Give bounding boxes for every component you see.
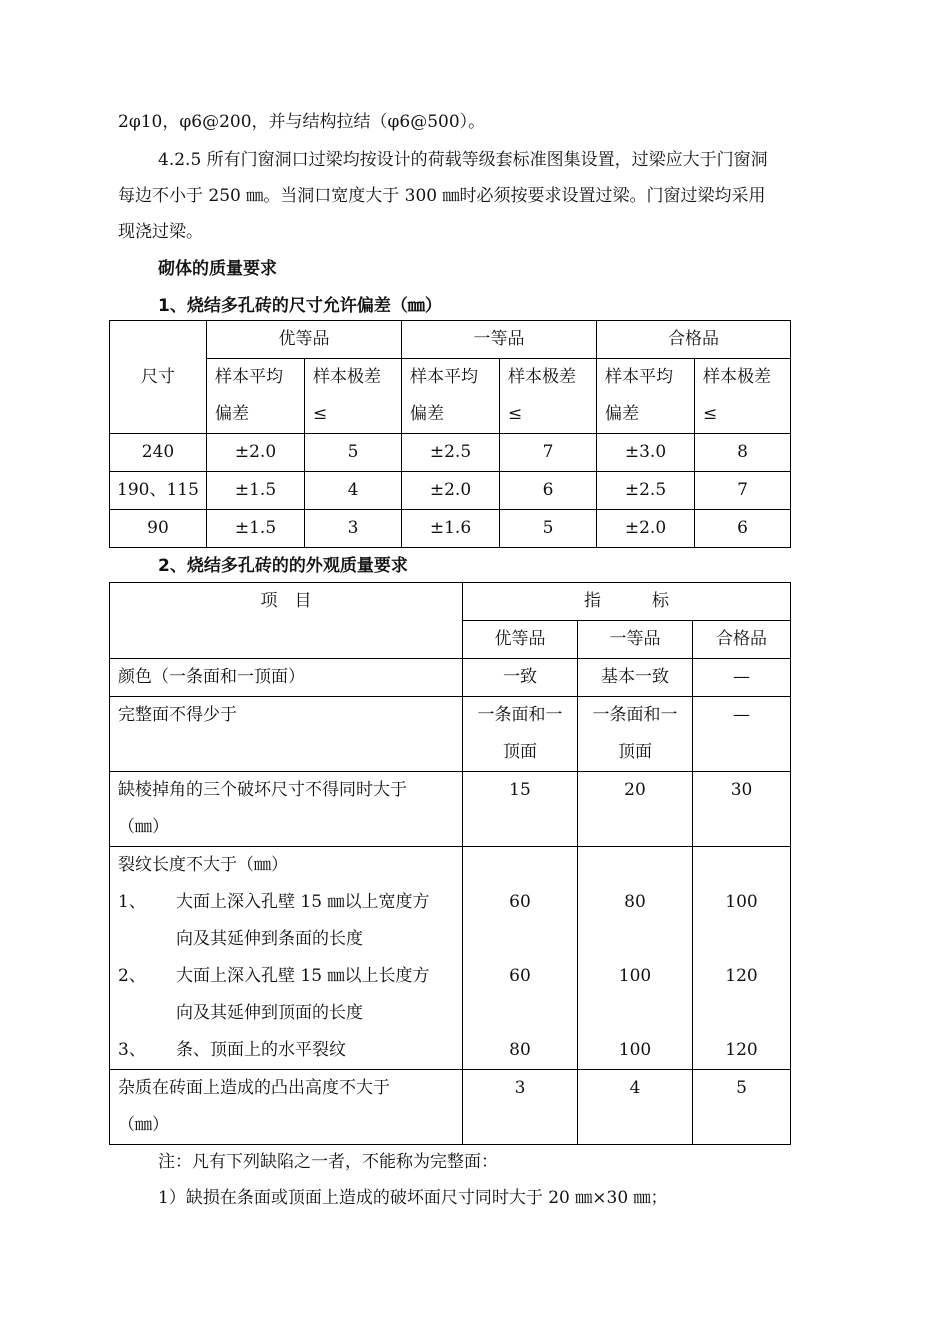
sub-header-range: 样本极差 ≤	[500, 359, 597, 434]
sub-header-avg: 样本平均 偏差	[597, 359, 695, 434]
value-cell: —	[693, 659, 791, 697]
appearance-quality-table	[109, 582, 791, 1145]
table-row	[110, 847, 791, 1070]
item-complete-face: 完整面不得少于	[110, 697, 463, 772]
value-cell: 5	[305, 434, 402, 472]
value-cell: 一条面和一 顶面	[463, 697, 578, 772]
paragraph-4-2-5-line1: 4.2.5 所有门窗洞口过梁均按设计的荷载等级套标准图集设置，过梁应大于门窗洞	[158, 150, 768, 170]
value-cell: 基本一致	[578, 659, 693, 697]
item-color: 颜色（一条面和一顶面）	[110, 659, 463, 697]
note-item-1: 1）缺损在条面或顶面上造成的破坏面尺寸同时大于 20 ㎜×30 ㎜；	[158, 1188, 668, 1208]
section-heading-masonry-quality: 砌体的质量要求	[158, 259, 277, 279]
value-cell: 6	[500, 472, 597, 510]
grade-header-first: 一等品	[578, 621, 693, 659]
col-header-size: 尺寸	[110, 321, 207, 434]
sub-header-range: 样本极差 ≤	[695, 359, 791, 434]
value-cell: —	[693, 697, 791, 772]
value-cell: 30	[693, 772, 791, 847]
value-cell: 4	[305, 472, 402, 510]
sub-header-avg: 样本平均 偏差	[207, 359, 305, 434]
item-crack-length: 裂纹长度不大于（㎜） 1、 大面上深入孔壁 15 ㎜以上宽度方 向及其延伸到条面的长度 2、 大面上深入孔壁 15 ㎜以上长度方 向及其延伸到顶面的长度 3、 条、顶面上的水平裂纹	[110, 847, 463, 1070]
value-cell: ±2.0	[597, 510, 695, 548]
table-row	[110, 1070, 791, 1145]
value-cell: 5	[500, 510, 597, 548]
note-heading: 注：凡有下列缺陷之一者，不能称为完整面：	[158, 1152, 498, 1172]
value-cell: ±2.5	[402, 434, 500, 472]
value-cell: 8	[695, 434, 791, 472]
paragraph-4-2-5-line3: 现浇过梁。	[118, 222, 203, 242]
table-row	[110, 697, 791, 772]
size-cell: 90	[110, 510, 207, 548]
sub-header-range: 样本极差 ≤	[305, 359, 402, 434]
table1-title: 1、烧结多孔砖的尺寸允许偏差（㎜）	[158, 296, 442, 316]
table-row	[110, 772, 791, 847]
value-cell: 60 60 80	[463, 847, 578, 1070]
value-cell: ±3.0	[597, 434, 695, 472]
value-cell: 15	[463, 772, 578, 847]
value-cell: 6	[695, 510, 791, 548]
grade-header-qualified: 合格品	[693, 621, 791, 659]
value-cell: ±2.5	[597, 472, 695, 510]
table2-title: 2、烧结多孔砖的的外观质量要求	[158, 556, 408, 576]
value-cell: 80 100 100	[578, 847, 693, 1070]
col-header-item: 项 目	[110, 583, 463, 659]
paragraph-continuation: 2φ10，φ6@200，并与结构拉结（φ6@500）。	[118, 112, 486, 132]
value-cell: 7	[500, 434, 597, 472]
table-row	[110, 434, 791, 472]
value-cell: ±2.0	[402, 472, 500, 510]
value-cell: ±1.6	[402, 510, 500, 548]
value-cell: ±2.0	[207, 434, 305, 472]
grade-header-premium: 优等品	[207, 321, 402, 359]
value-cell: ±1.5	[207, 510, 305, 548]
value-cell: 100 120 120	[693, 847, 791, 1070]
sub-header-avg: 样本平均 偏差	[402, 359, 500, 434]
grade-header-qualified: 合格品	[597, 321, 791, 359]
value-cell: 7	[695, 472, 791, 510]
size-tolerance-table	[109, 320, 791, 548]
value-cell: 一条面和一 顶面	[578, 697, 693, 772]
size-cell: 240	[110, 434, 207, 472]
value-cell: ±1.5	[207, 472, 305, 510]
table-row	[110, 659, 791, 697]
value-cell: 一致	[463, 659, 578, 697]
value-cell: 3	[305, 510, 402, 548]
size-cell: 190、115	[110, 472, 207, 510]
value-cell: 3	[463, 1070, 578, 1145]
value-cell: 20	[578, 772, 693, 847]
item-impurity: 杂质在砖面上造成的凸出高度不大于 （㎜）	[110, 1070, 463, 1145]
grade-header-premium: 优等品	[463, 621, 578, 659]
table-row	[110, 472, 791, 510]
grade-header-first: 一等品	[402, 321, 597, 359]
value-cell: 5	[693, 1070, 791, 1145]
col-header-index: 指 标	[463, 583, 791, 621]
table-row	[110, 510, 791, 548]
item-corner-damage: 缺棱掉角的三个破坏尺寸不得同时大于 （㎜）	[110, 772, 463, 847]
value-cell: 4	[578, 1070, 693, 1145]
paragraph-4-2-5-line2: 每边不小于 250 ㎜。当洞口宽度大于 300 ㎜时必须按要求设置过梁。门窗过梁均采用	[118, 186, 766, 206]
